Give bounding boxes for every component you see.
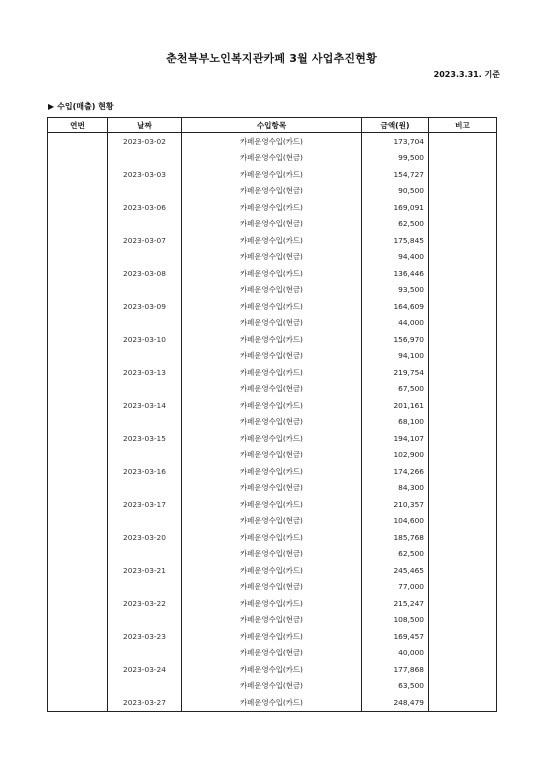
table-row — [48, 364, 497, 381]
cell-date — [108, 645, 182, 662]
cell-date: 2023-03-22 — [108, 595, 182, 612]
cell-no — [48, 331, 108, 348]
cell-item: 카페운영수입(카드) — [182, 133, 362, 150]
cell-note — [429, 612, 497, 629]
table-row — [48, 298, 497, 315]
section-label: 수입(매출) 현황 — [57, 102, 114, 111]
table-row — [48, 331, 497, 348]
cell-date: 2023-03-24 — [108, 661, 182, 678]
cell-amount: 156,970 — [362, 331, 429, 348]
cell-amount: 210,357 — [362, 496, 429, 513]
cell-amount: 99,500 — [362, 150, 429, 167]
table-row — [48, 447, 497, 464]
cell-date — [108, 513, 182, 530]
cell-no — [48, 265, 108, 282]
table-row — [48, 463, 497, 480]
cell-item: 카페운영수입(현금) — [182, 282, 362, 299]
table-row — [48, 249, 497, 266]
cell-date — [108, 414, 182, 431]
cell-no — [48, 694, 108, 711]
cell-no — [48, 480, 108, 497]
cell-date — [108, 348, 182, 365]
cell-item: 카페운영수입(카드) — [182, 529, 362, 546]
cell-amount: 62,500 — [362, 216, 429, 233]
cell-date — [108, 150, 182, 167]
cell-no — [48, 678, 108, 695]
cell-amount: 104,600 — [362, 513, 429, 530]
cell-item: 카페운영수입(현금) — [182, 150, 362, 167]
cell-no — [48, 414, 108, 431]
cell-date: 2023-03-23 — [108, 628, 182, 645]
cell-no — [48, 183, 108, 200]
cell-no — [48, 463, 108, 480]
cell-amount: 215,247 — [362, 595, 429, 612]
cell-note — [429, 628, 497, 645]
cell-item: 카페운영수입(카드) — [182, 661, 362, 678]
cell-note — [429, 513, 497, 530]
cell-item: 카페운영수입(카드) — [182, 298, 362, 315]
cell-item: 카페운영수입(카드) — [182, 562, 362, 579]
cell-no — [48, 645, 108, 662]
cell-note — [429, 199, 497, 216]
cell-note — [429, 579, 497, 596]
table-row — [48, 414, 497, 431]
cell-note — [429, 232, 497, 249]
cell-note — [429, 463, 497, 480]
cell-item: 카페운영수입(현금) — [182, 414, 362, 431]
cell-no — [48, 348, 108, 365]
cell-note — [429, 414, 497, 431]
header-amount: 금액(원) — [362, 118, 429, 133]
cell-item: 카페운영수입(현금) — [182, 579, 362, 596]
header-item: 수입항목 — [182, 118, 362, 133]
cell-amount: 173,704 — [362, 133, 429, 150]
cell-no — [48, 315, 108, 332]
cell-amount: 108,500 — [362, 612, 429, 629]
cell-no — [48, 150, 108, 167]
cell-amount: 177,868 — [362, 661, 429, 678]
cell-amount: 164,609 — [362, 298, 429, 315]
cell-amount: 219,754 — [362, 364, 429, 381]
cell-note — [429, 661, 497, 678]
cell-amount: 67,500 — [362, 381, 429, 398]
cell-note — [429, 216, 497, 233]
cell-date: 2023-03-06 — [108, 199, 182, 216]
table-row — [48, 480, 497, 497]
cell-no — [48, 282, 108, 299]
table-row — [48, 381, 497, 398]
cell-amount: 194,107 — [362, 430, 429, 447]
cell-no — [48, 381, 108, 398]
cell-note — [429, 645, 497, 662]
table-row — [48, 694, 497, 711]
cell-item: 카페운영수입(현금) — [182, 480, 362, 497]
cell-amount: 40,000 — [362, 645, 429, 662]
table-row — [48, 232, 497, 249]
cell-note — [429, 595, 497, 612]
cell-date — [108, 447, 182, 464]
cell-note — [429, 447, 497, 464]
cell-date: 2023-03-03 — [108, 166, 182, 183]
table-row — [48, 150, 497, 167]
cell-amount: 94,100 — [362, 348, 429, 365]
cell-item: 카페운영수입(카드) — [182, 694, 362, 711]
cell-note — [429, 430, 497, 447]
cell-item: 카페운영수입(현금) — [182, 678, 362, 695]
table-row — [48, 546, 497, 563]
cell-date — [108, 579, 182, 596]
cell-item: 카페운영수입(카드) — [182, 397, 362, 414]
table-row — [48, 595, 497, 612]
cell-note — [429, 562, 497, 579]
cell-date — [108, 216, 182, 233]
cell-no — [48, 496, 108, 513]
cell-no — [48, 447, 108, 464]
cell-item: 카페운영수입(현금) — [182, 645, 362, 662]
table-row — [48, 348, 497, 365]
as-of-date: 2023.3.31. 기준 — [433, 70, 500, 79]
cell-note — [429, 397, 497, 414]
cell-note — [429, 331, 497, 348]
cell-note — [429, 678, 497, 695]
header-note: 비고 — [429, 118, 497, 133]
cell-no — [48, 232, 108, 249]
cell-note — [429, 546, 497, 563]
table-row — [48, 199, 497, 216]
cell-amount: 136,446 — [362, 265, 429, 282]
cell-item: 카페운영수입(카드) — [182, 199, 362, 216]
cell-amount: 169,091 — [362, 199, 429, 216]
cell-amount: 84,300 — [362, 480, 429, 497]
cell-item: 카페운영수입(카드) — [182, 463, 362, 480]
table-header-row — [48, 118, 497, 133]
cell-item: 카페운영수입(현금) — [182, 612, 362, 629]
cell-no — [48, 298, 108, 315]
cell-note — [429, 364, 497, 381]
table-row — [48, 529, 497, 546]
cell-date — [108, 546, 182, 563]
cell-amount: 44,000 — [362, 315, 429, 332]
cell-date — [108, 678, 182, 695]
cell-amount: 62,500 — [362, 546, 429, 563]
document-title: 춘천북부노인복지관카페 3월 사업추진현황 — [166, 52, 377, 65]
cell-note — [429, 150, 497, 167]
cell-note — [429, 298, 497, 315]
table-row — [48, 678, 497, 695]
cell-no — [48, 216, 108, 233]
cell-note — [429, 282, 497, 299]
cell-date: 2023-03-14 — [108, 397, 182, 414]
cell-item: 카페운영수입(현금) — [182, 315, 362, 332]
cell-note — [429, 249, 497, 266]
cell-amount: 63,500 — [362, 678, 429, 695]
cell-note — [429, 166, 497, 183]
cell-amount: 68,100 — [362, 414, 429, 431]
table-row — [48, 216, 497, 233]
cell-item: 카페운영수입(카드) — [182, 595, 362, 612]
cell-no — [48, 397, 108, 414]
cell-item: 카페운영수입(현금) — [182, 513, 362, 530]
cell-item: 카페운영수입(카드) — [182, 430, 362, 447]
cell-date — [108, 612, 182, 629]
table-row — [48, 315, 497, 332]
cell-amount: 201,161 — [362, 397, 429, 414]
cell-date — [108, 183, 182, 200]
cell-note — [429, 133, 497, 150]
cell-date: 2023-03-08 — [108, 265, 182, 282]
revenue-table — [47, 117, 497, 712]
cell-note — [429, 348, 497, 365]
cell-note — [429, 381, 497, 398]
cell-item: 카페운영수입(카드) — [182, 364, 362, 381]
cell-amount: 245,465 — [362, 562, 429, 579]
table-row — [48, 265, 497, 282]
cell-date: 2023-03-13 — [108, 364, 182, 381]
cell-amount: 94,400 — [362, 249, 429, 266]
cell-amount: 169,457 — [362, 628, 429, 645]
cell-note — [429, 183, 497, 200]
cell-no — [48, 529, 108, 546]
cell-amount: 174,266 — [362, 463, 429, 480]
cell-item: 카페운영수입(현금) — [182, 183, 362, 200]
table-row — [48, 166, 497, 183]
table-row — [48, 645, 497, 662]
cell-amount: 175,845 — [362, 232, 429, 249]
table-row — [48, 282, 497, 299]
cell-note — [429, 694, 497, 711]
cell-date: 2023-03-27 — [108, 694, 182, 711]
table-row — [48, 430, 497, 447]
cell-no — [48, 612, 108, 629]
cell-date: 2023-03-16 — [108, 463, 182, 480]
cell-no — [48, 579, 108, 596]
cell-date: 2023-03-20 — [108, 529, 182, 546]
table-row — [48, 397, 497, 414]
cell-no — [48, 430, 108, 447]
cell-item: 카페운영수입(현금) — [182, 546, 362, 563]
cell-date: 2023-03-21 — [108, 562, 182, 579]
cell-no — [48, 595, 108, 612]
cell-note — [429, 529, 497, 546]
cell-note — [429, 265, 497, 282]
cell-item: 카페운영수입(카드) — [182, 628, 362, 645]
cell-date — [108, 249, 182, 266]
cell-no — [48, 628, 108, 645]
cell-date: 2023-03-02 — [108, 133, 182, 150]
cell-date: 2023-03-17 — [108, 496, 182, 513]
table-row — [48, 661, 497, 678]
cell-item: 카페운영수입(현금) — [182, 447, 362, 464]
header-date: 날짜 — [108, 118, 182, 133]
table-row — [48, 579, 497, 596]
cell-no — [48, 513, 108, 530]
cell-item: 카페운영수입(현금) — [182, 348, 362, 365]
cell-item: 카페운영수입(현금) — [182, 249, 362, 266]
cell-amount: 185,768 — [362, 529, 429, 546]
cell-date: 2023-03-09 — [108, 298, 182, 315]
cell-no — [48, 166, 108, 183]
cell-item: 카페운영수입(카드) — [182, 496, 362, 513]
cell-item: 카페운영수입(현금) — [182, 216, 362, 233]
cell-note — [429, 315, 497, 332]
cell-amount: 248,479 — [362, 694, 429, 711]
cell-amount: 77,000 — [362, 579, 429, 596]
cell-date: 2023-03-10 — [108, 331, 182, 348]
cell-date — [108, 480, 182, 497]
table-row — [48, 133, 497, 150]
cell-date: 2023-03-15 — [108, 430, 182, 447]
cell-no — [48, 562, 108, 579]
table-row — [48, 183, 497, 200]
cell-date — [108, 282, 182, 299]
cell-item: 카페운영수입(카드) — [182, 166, 362, 183]
cell-no — [48, 199, 108, 216]
table-row — [48, 562, 497, 579]
cell-no — [48, 133, 108, 150]
cell-no — [48, 661, 108, 678]
cell-no — [48, 546, 108, 563]
header-no: 연번 — [48, 118, 108, 133]
section-heading — [48, 101, 114, 112]
cell-amount: 90,500 — [362, 183, 429, 200]
cell-no — [48, 249, 108, 266]
cell-date: 2023-03-07 — [108, 232, 182, 249]
table-row — [48, 628, 497, 645]
table-row — [48, 612, 497, 629]
cell-date — [108, 315, 182, 332]
cell-note — [429, 480, 497, 497]
cell-no — [48, 364, 108, 381]
cell-amount: 154,727 — [362, 166, 429, 183]
triangle-marker-icon: ▶ — [48, 102, 55, 111]
cell-amount: 93,500 — [362, 282, 429, 299]
table-row — [48, 513, 497, 530]
cell-amount: 102,900 — [362, 447, 429, 464]
cell-item: 카페운영수입(카드) — [182, 331, 362, 348]
cell-item: 카페운영수입(카드) — [182, 265, 362, 282]
cell-item: 카페운영수입(카드) — [182, 232, 362, 249]
cell-item: 카페운영수입(현금) — [182, 381, 362, 398]
table-row — [48, 496, 497, 513]
cell-date — [108, 381, 182, 398]
cell-note — [429, 496, 497, 513]
